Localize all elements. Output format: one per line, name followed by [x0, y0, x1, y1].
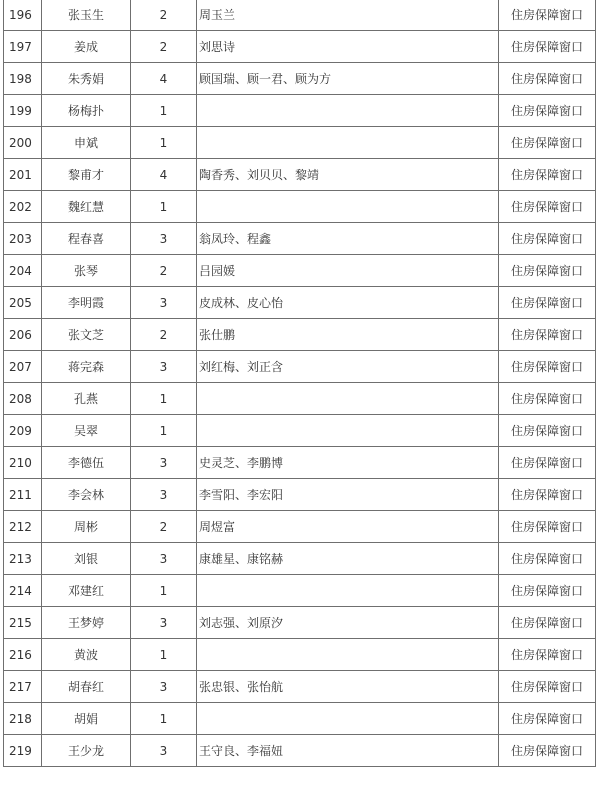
household-members: 张仕鹏	[197, 319, 499, 351]
row-number: 212	[4, 511, 42, 543]
applicant-name: 蒋完森	[42, 351, 131, 383]
applicant-name: 李会林	[42, 479, 131, 511]
office-window: 住房保障窗口	[499, 575, 596, 607]
applicant-name: 杨梅扑	[42, 95, 131, 127]
household-count: 3	[131, 223, 197, 255]
row-number: 199	[4, 95, 42, 127]
table-row	[4, 415, 596, 447]
household-members	[197, 639, 499, 671]
household-count: 1	[131, 415, 197, 447]
row-number: 196	[4, 0, 42, 31]
office-window: 住房保障窗口	[499, 351, 596, 383]
row-number: 201	[4, 159, 42, 191]
household-members: 顾国瑞、顾一君、顾为方	[197, 63, 499, 95]
household-count: 1	[131, 95, 197, 127]
household-members: 康雄星、康铭赫	[197, 543, 499, 575]
household-count: 3	[131, 671, 197, 703]
applicant-name: 朱秀娟	[42, 63, 131, 95]
household-count: 1	[131, 383, 197, 415]
household-count: 3	[131, 735, 197, 767]
applicant-name: 孔燕	[42, 383, 131, 415]
household-members: 张忠银、张怡航	[197, 671, 499, 703]
table-row	[4, 511, 596, 543]
table-row	[4, 159, 596, 191]
office-window: 住房保障窗口	[499, 447, 596, 479]
household-count: 3	[131, 287, 197, 319]
applicant-name: 胡春红	[42, 671, 131, 703]
office-window: 住房保障窗口	[499, 479, 596, 511]
household-members: 王守良、李福妞	[197, 735, 499, 767]
row-number: 204	[4, 255, 42, 287]
table-row	[4, 383, 596, 415]
household-count: 3	[131, 479, 197, 511]
office-window: 住房保障窗口	[499, 0, 596, 31]
table-row	[4, 735, 596, 767]
household-members	[197, 191, 499, 223]
applicant-name: 吴翠	[42, 415, 131, 447]
row-number: 210	[4, 447, 42, 479]
household-count: 3	[131, 543, 197, 575]
row-number: 215	[4, 607, 42, 639]
row-number: 207	[4, 351, 42, 383]
row-number: 209	[4, 415, 42, 447]
household-members: 刘志强、刘原汐	[197, 607, 499, 639]
office-window: 住房保障窗口	[499, 191, 596, 223]
office-window: 住房保障窗口	[499, 607, 596, 639]
office-window: 住房保障窗口	[499, 287, 596, 319]
row-number: 197	[4, 31, 42, 63]
household-members	[197, 703, 499, 735]
household-count: 4	[131, 63, 197, 95]
household-members: 陶香秀、刘贝贝、黎靖	[197, 159, 499, 191]
applicant-name: 姜成	[42, 31, 131, 63]
applicant-name: 程春喜	[42, 223, 131, 255]
household-members: 周煜富	[197, 511, 499, 543]
household-count: 2	[131, 511, 197, 543]
office-window: 住房保障窗口	[499, 319, 596, 351]
household-members: 刘红梅、刘正含	[197, 351, 499, 383]
household-count: 1	[131, 639, 197, 671]
household-members	[197, 95, 499, 127]
row-number: 205	[4, 287, 42, 319]
table-row	[4, 479, 596, 511]
household-count: 4	[131, 159, 197, 191]
table-row	[4, 575, 596, 607]
applicant-name: 王少龙	[42, 735, 131, 767]
household-count: 3	[131, 607, 197, 639]
row-number: 216	[4, 639, 42, 671]
household-members: 刘思诗	[197, 31, 499, 63]
office-window: 住房保障窗口	[499, 127, 596, 159]
table-row	[4, 191, 596, 223]
table-row	[4, 703, 596, 735]
table-row	[4, 63, 596, 95]
applicant-name: 王梦婷	[42, 607, 131, 639]
household-count: 2	[131, 255, 197, 287]
row-number: 219	[4, 735, 42, 767]
row-number: 202	[4, 191, 42, 223]
row-number: 200	[4, 127, 42, 159]
household-members	[197, 383, 499, 415]
household-members: 翁凤玲、程鑫	[197, 223, 499, 255]
table-row	[4, 0, 596, 31]
applicant-name: 李德伍	[42, 447, 131, 479]
household-count: 2	[131, 31, 197, 63]
office-window: 住房保障窗口	[499, 639, 596, 671]
applicant-name: 黎甫才	[42, 159, 131, 191]
office-window: 住房保障窗口	[499, 255, 596, 287]
household-members	[197, 415, 499, 447]
office-window: 住房保障窗口	[499, 511, 596, 543]
applicant-name: 邓建红	[42, 575, 131, 607]
household-count: 2	[131, 319, 197, 351]
row-number: 203	[4, 223, 42, 255]
household-count: 3	[131, 351, 197, 383]
applicant-name: 周彬	[42, 511, 131, 543]
household-count: 1	[131, 575, 197, 607]
table-row	[4, 351, 596, 383]
table-row	[4, 287, 596, 319]
office-window: 住房保障窗口	[499, 415, 596, 447]
table-row	[4, 607, 596, 639]
household-members: 吕园媛	[197, 255, 499, 287]
applicant-name: 张琴	[42, 255, 131, 287]
applicant-name: 刘银	[42, 543, 131, 575]
applicant-name: 申斌	[42, 127, 131, 159]
row-number: 206	[4, 319, 42, 351]
household-count: 1	[131, 191, 197, 223]
applicant-name: 黄波	[42, 639, 131, 671]
household-members: 史灵芝、李鹏博	[197, 447, 499, 479]
table-row	[4, 127, 596, 159]
table-row	[4, 639, 596, 671]
household-count: 1	[131, 703, 197, 735]
office-window: 住房保障窗口	[499, 735, 596, 767]
office-window: 住房保障窗口	[499, 63, 596, 95]
office-window: 住房保障窗口	[499, 383, 596, 415]
row-number: 218	[4, 703, 42, 735]
table-row	[4, 255, 596, 287]
applicant-table	[3, 0, 596, 767]
row-number: 198	[4, 63, 42, 95]
applicant-name: 张玉生	[42, 0, 131, 31]
row-number: 211	[4, 479, 42, 511]
table-row	[4, 447, 596, 479]
row-number: 214	[4, 575, 42, 607]
office-window: 住房保障窗口	[499, 31, 596, 63]
office-window: 住房保障窗口	[499, 95, 596, 127]
household-members: 周玉兰	[197, 0, 499, 31]
row-number: 208	[4, 383, 42, 415]
applicant-name: 李明霞	[42, 287, 131, 319]
household-count: 2	[131, 0, 197, 31]
office-window: 住房保障窗口	[499, 703, 596, 735]
table-row	[4, 223, 596, 255]
household-members: 李雪阳、李宏阳	[197, 479, 499, 511]
table-row	[4, 95, 596, 127]
applicant-table-body	[4, 0, 596, 767]
office-window: 住房保障窗口	[499, 159, 596, 191]
household-count: 1	[131, 127, 197, 159]
household-members: 皮成林、皮心怡	[197, 287, 499, 319]
table-row	[4, 31, 596, 63]
table-row	[4, 319, 596, 351]
household-members	[197, 575, 499, 607]
household-members	[197, 127, 499, 159]
applicant-name: 胡娟	[42, 703, 131, 735]
row-number: 213	[4, 543, 42, 575]
row-number: 217	[4, 671, 42, 703]
applicant-name: 魏红慧	[42, 191, 131, 223]
office-window: 住房保障窗口	[499, 671, 596, 703]
table-row	[4, 671, 596, 703]
table-row	[4, 543, 596, 575]
office-window: 住房保障窗口	[499, 223, 596, 255]
household-count: 3	[131, 447, 197, 479]
office-window: 住房保障窗口	[499, 543, 596, 575]
applicant-name: 张文芝	[42, 319, 131, 351]
